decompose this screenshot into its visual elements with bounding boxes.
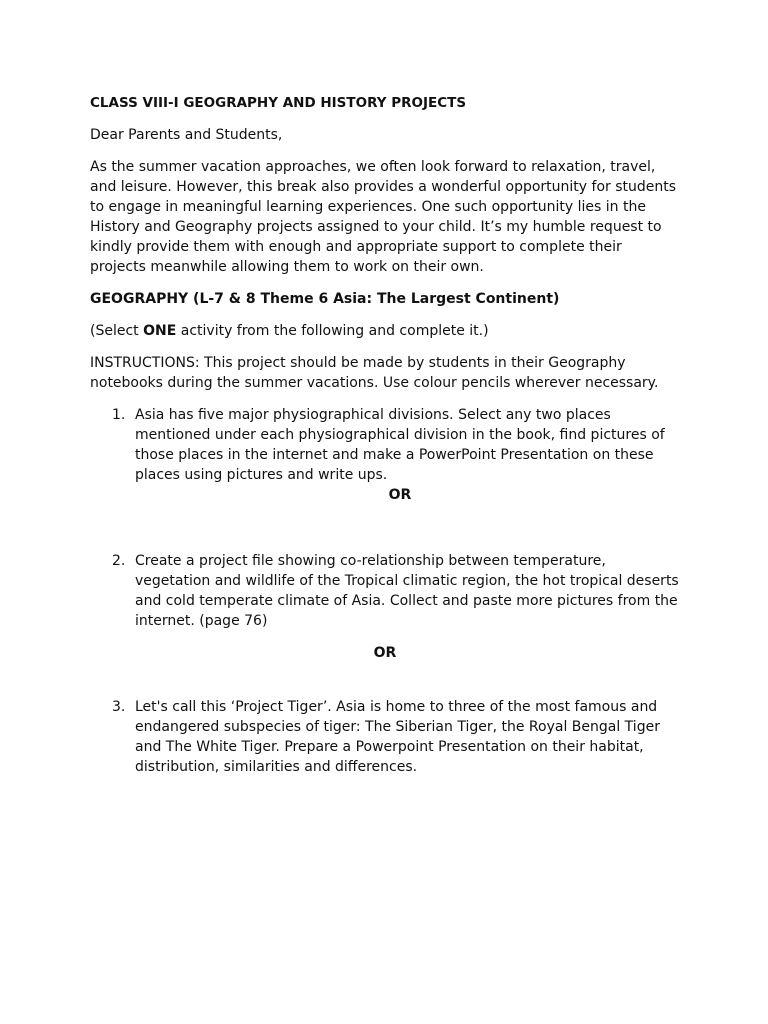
geography-heading: GEOGRAPHY (L-7 & 8 Theme 6 Asia: The Largest Continent) bbox=[90, 291, 560, 307]
select-bold: ONE bbox=[143, 323, 177, 339]
instructions-paragraph: INSTRUCTIONS: This project should be made by students in their Geography notebooks during the summer vacations. Use colour pencils wherever necessary. bbox=[90, 355, 659, 391]
activity-list-3 bbox=[90, 697, 680, 777]
activity-item-2 bbox=[90, 551, 680, 631]
activity-number-2: 2. bbox=[112, 553, 126, 569]
activity-text-1: Asia has five major physiographical divisions. Select any two places mentioned under each physiographical division in the book, find pictures of those places in the internet and make a PowerPoint Presentation on these places using pictures and write ups. bbox=[135, 407, 665, 483]
intro-paragraph: As the summer vacation approaches, we often look forward to relaxation, travel, and leisure. However, this break also provides a wonderful opportunity for students to engage in meaningful learning experiences. One such opportunity lies in the History and Geography projects assigned to your child. It’s my humble request to kindly provide them with enough and appropriate support to complete their projects meanwhile allowing them to work on their own. bbox=[90, 159, 677, 275]
salutation: Dear Parents and Students, bbox=[90, 127, 283, 143]
select-prefix: (Select bbox=[90, 323, 144, 339]
activity-item-1 bbox=[90, 405, 680, 485]
activity-item-3 bbox=[90, 697, 680, 777]
activity-number-1: 1. bbox=[112, 407, 126, 423]
activity-list bbox=[90, 405, 680, 485]
select-instruction bbox=[90, 321, 680, 341]
activity-list-2 bbox=[90, 551, 680, 631]
spacer-2 bbox=[90, 663, 680, 697]
activity-text-3: Let's call this ‘Project Tiger’. Asia is home to three of the most famous and endangered subspecies of tiger: The Siberian Tiger, the Royal Bengal Tiger and The White Tiger. Prepare a Powerpoint Presentation on their habitat, distribution, similarities and differences. bbox=[135, 699, 660, 775]
document-title: CLASS VIII-I GEOGRAPHY AND HISTORY PROJECTS bbox=[90, 95, 467, 111]
activity-text-2: Create a project file showing co-relationship between temperature, vegetation and wildlife of the Tropical climatic region, the hot tropical deserts and cold temperate climate of Asia. Collect and paste more pictures from the internet. (page 76) bbox=[135, 553, 679, 629]
or-separator-2: OR bbox=[373, 645, 397, 661]
activity-number-3: 3. bbox=[112, 699, 126, 715]
or-separator-1: OR bbox=[388, 487, 412, 503]
select-suffix: activity from the following and complete it.) bbox=[176, 323, 489, 339]
spacer-1 bbox=[90, 505, 680, 551]
